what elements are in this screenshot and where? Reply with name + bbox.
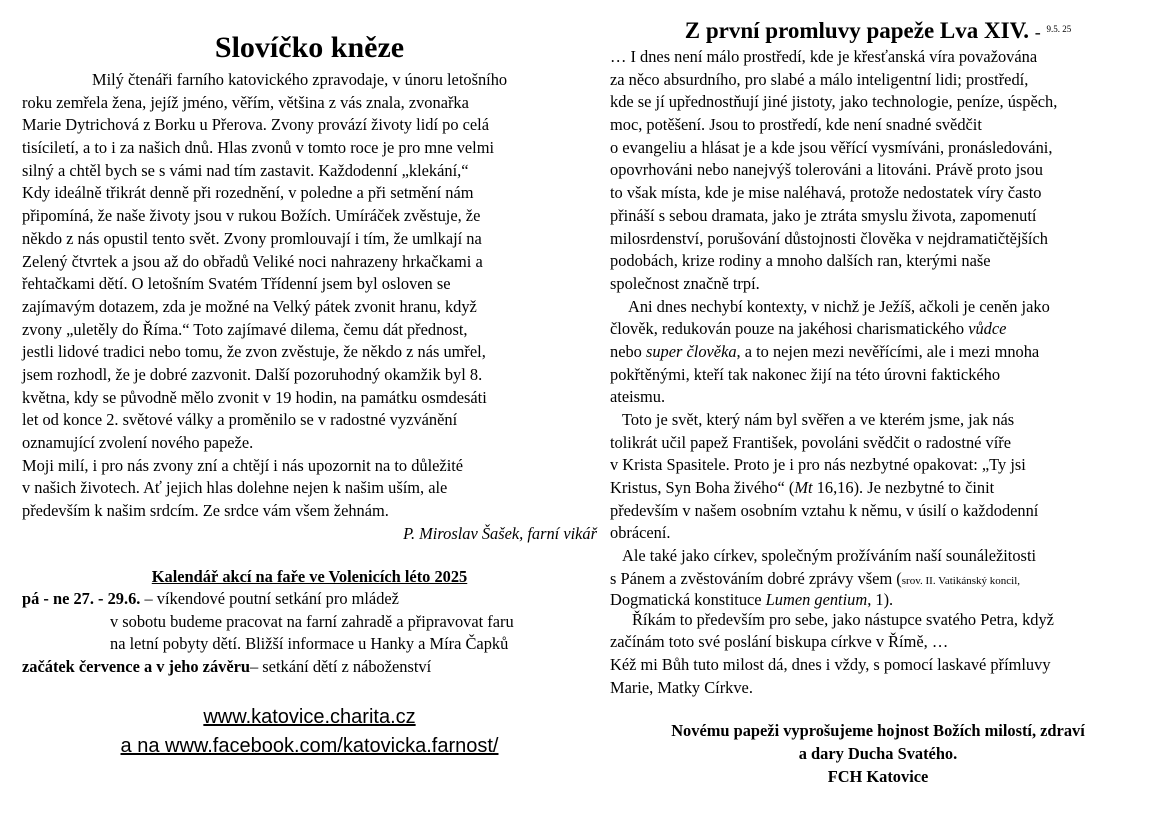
calendar-list [22,588,597,679]
speech-fragment: 16,16). Je nezbytné to činit [812,478,995,498]
speech-line: o evangeliu a hlásat je a kde jsou věřící vysmíváni, pronásledováni, [610,137,1053,157]
letter-line: především k našim srdcím. Ze srdce vám všem žehnám. [22,501,389,521]
right-title-text: Z první promluvy papeže Lva XIV. [684,18,1029,43]
speech-line: Ani dnes nechybí kontexty, v nichž je Ježíš, ačkoli je ceněn jako [628,296,1050,316]
priest-letter [22,69,597,545]
letter-line: roku zemřela žena, jejíž jméno, věřím, většina z vás znala, zvonařka [22,92,469,112]
closing-line: FCH Katovice [827,767,929,786]
speech-citation: srov. II. Vatikánský koncil, [901,574,1020,587]
speech-line: moc, potěšení. Jsou to prostředí, kde není snadné svědčit [610,115,982,135]
speech-line [610,341,1146,364]
speech-line: především v našem osobním vztahu k němu, v úsilí o každodenní [610,500,1039,520]
speech-line: v Krista Spasitele. Proto je i pro nás nezbytné opakovat: „Ty jsi [610,455,1026,475]
letter-line: tisíciletí, a to i za našich dnů. Hlas zvonů v tomto roce je pro mne velmi [22,138,495,158]
charity-website-link[interactable]: www.katovice.charita.cz [203,706,416,728]
letter-line: někdo z nás opustil tento svět. Zvony promlouvají i tím, že umlkají na [22,228,482,248]
speech-line: přináší s sebou dramata, jako je ztráta smyslu života, zapomenutí [610,205,1037,225]
left-title: Slovíčko kněze [214,31,405,64]
calendar-item-2-text: – setkání dětí z náboženství [250,657,432,677]
letter-line: zvony „uletěly do Říma.“ Toto zajímavé dilema, čemu dát přednost, [22,319,468,339]
calendar-item-1-line2: v sobotu budeme pracovat na farní zahradě a připravovat faru [110,611,514,631]
letter-line: Marie Dytrichová z Borku u Přerova. Zvony provází životy lidí po celá [22,115,489,135]
speech-fragment: člověk, redukován pouze na jakéhosi charismatického [610,319,969,339]
speech-fragment: , a to nejen mezi nevěřícími, ale i mezi mnoha [736,341,1040,361]
letter-line: Kdy ideálně třikrát denně při rozednění, v poledne a při setmění nám [22,183,474,203]
speech-line: obrácení. [610,523,671,543]
letter-line: oznamující zvolení nového papeže. [22,433,254,452]
speech-line: tolikrát učil papež František, povoláni svědčit o radostné víře [610,432,1012,452]
speech-line: milosrdenství, porušování důstojnosti člověka v nejdramatičtějších [610,228,1048,248]
calendar-item-2 [22,656,597,679]
speech-fragment: s Pánem a zvěstováním dobré zprávy všem ( [610,568,902,588]
right-title [610,14,1146,47]
title-dash: - [1034,22,1041,42]
speech-line: pokřtěnými, kteří tak nakonec žijí na této úrovni faktického [610,364,1001,384]
calendar-item-1-date: pá - ne 27. - 29.6. [22,589,141,608]
letter-line: připomíná, že naše životy jsou v rukou Božích. Umíráček zvěstuje, že [22,206,481,226]
speech-line [610,568,1146,591]
speech-line: začínám toto své poslání biskupa církve v Římě, … [610,632,949,652]
speech-line: to však místa, kde je mise naléhavá, protože nedostatek víry často [610,183,1042,203]
speech-citation: , 1). [867,589,894,609]
letter-line: jsem rozhodl, že je dobré zazvonit. Další pozoruhodný okamžik byl 8. [22,364,483,384]
letter-line: jestli lidové tradici nebo tomu, že zvon zvěstuje, že někdo z nás umřel, [22,342,486,362]
calendar-item-2-date: začátek července a v jeho závěru [22,657,251,677]
calendar-item-1-line3: na letní pobyty dětí. Bližší informace u Hanky a Míra Čapků [110,634,509,654]
speech-line: Říkám to především pro sebe, jako nástupce svatého Petra, když [632,609,1054,629]
speech-line: Marie, Matky Církve. [610,677,753,697]
calendar-heading: Kalendář akcí na faře ve Volenicích léto 2025 [151,567,468,586]
speech-line: ateismu. [610,387,666,407]
speech-line: kde se jí upřednostňují jiné jistoty, jako technologie, peníze, úspěch, [610,92,1058,112]
speech-line [610,477,1146,500]
speech-line: podobách, krize rodiny a mnoho dalších ran, kterými naše [610,251,991,271]
letter-line: Moji milí, i pro nás zvony zní a chtějí i nás upozornit na to důležité [22,455,464,475]
title-date: 9.5. 25 [1046,24,1072,34]
facebook-link[interactable]: a na www.facebook.com/katovicka.farnost/ [120,735,499,757]
speech-line: Toto je svět, který nám byl svěřen a ve kterém jsme, jak nás [622,410,1015,429]
letter-line: silný a chtěl bych se s vámi nad tím zastavit. Každodenní „klekání,“ [22,160,469,180]
speech-line: společnost značně trpí. [610,273,760,293]
speech-emphasis: super člověka [645,341,737,361]
speech-citation-italic: Lumen gentium [765,589,868,609]
speech-line: … I dnes není málo prostředí, kde je křesťanská víra považována [610,47,1038,66]
pope-speech [610,46,1146,699]
letter-line: let od konce 2. světové války a proměnilo se v radostné vyzvánění [22,410,458,430]
speech-line: Kéž mi Bůh tuto milost dá, dnes i vždy, s pomocí laskavé přímluvy [610,654,1051,674]
closing-line: Novému papeži vyprošujeme hojnost Božích milostí, zdraví [671,721,1085,740]
letter-line: zajímavým dotazem, zda je možné na Velký pátek zvonit hranu, když [22,296,477,316]
closing-blessing [610,719,1146,788]
closing-line: a dary Ducha Svatého. [798,744,958,763]
speech-citation: Dogmatická konstituce [610,589,766,609]
letter-line: května, kdy se původně mělo zvonit v 19 hodin, na památku osmdesáti [22,387,487,407]
speech-fragment: Kristus, Syn Boha živého“ ( [610,478,795,498]
calendar-item-1-text: – víkendové poutní setkání pro mládež [140,589,399,608]
speech-line: za něco absurdního, pro slabé a málo inteligentní lidi; prostředí, [610,69,1029,89]
speech-emphasis: vůdce [968,319,1007,339]
letter-line: řehtačkami dětí. O letošním Svatém Třídenní jsem byl osloven se [22,274,451,294]
speech-fragment: nebo [610,341,646,361]
speech-line: Ale také jako církev, společným prožíváním naší sounáležitosti [622,546,1037,566]
letter-line: Milý čtenáři farního katovického zpravodaje, v únoru letošního [92,70,508,89]
letter-line: Zelený čtvrtek a jsou až do obřadů Veliké noci nahrazeny hrkačkami a [22,251,483,271]
letter-line: v našich životech. Ať jejich hlas dolehne nejen k našim uším, ale [22,478,448,498]
speech-line [610,318,1146,341]
calendar-item-1 [22,588,597,611]
speech-emphasis: Mt [794,478,813,498]
speech-line: opovrhováni nebo nanejvýš tolerováni a litováni. Právě proto jsou [610,160,1043,180]
speech-line [610,591,1146,609]
signature: P. Miroslav Šašek, farní vikář [403,523,597,543]
